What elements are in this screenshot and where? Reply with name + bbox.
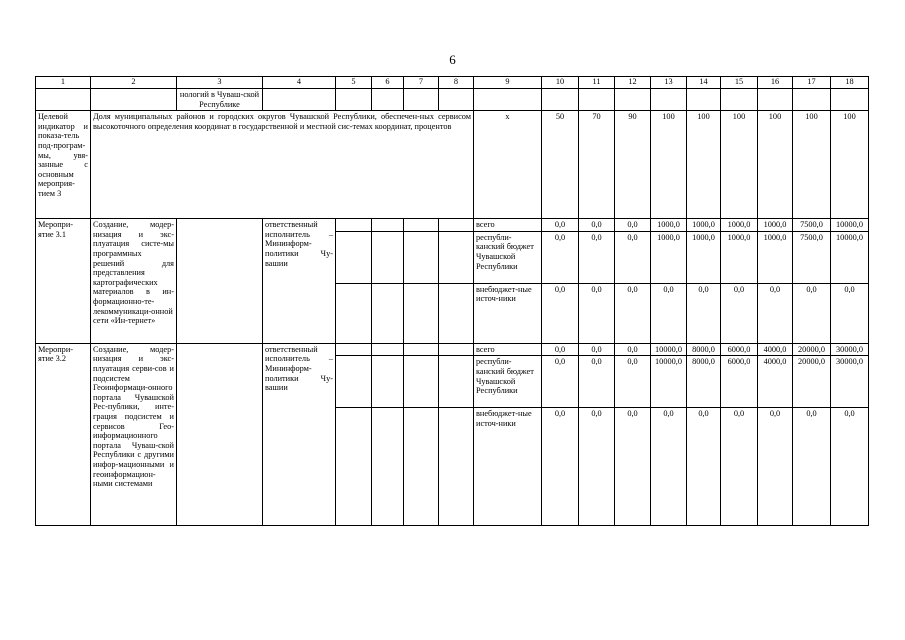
- column-number: 5: [336, 77, 372, 89]
- column-number: 17: [793, 77, 831, 89]
- funding-value: 1000,0: [651, 219, 687, 232]
- funding-value: 20000,0: [793, 356, 831, 408]
- indicator-value: 100: [721, 111, 758, 219]
- funding-value: 0,0: [542, 343, 579, 356]
- funding-value: 8000,0: [687, 356, 721, 408]
- funding-value: 10000,0: [651, 343, 687, 356]
- indicator-text: Доля муниципальных районов и городских округов Чувашской Республики, обеспечен-ных сервисом высокоточного определения координат в государственной и местной сис-темах координат, процентов: [91, 111, 474, 219]
- funding-value: 0,0: [651, 408, 687, 526]
- funding-value: 0,0: [793, 408, 831, 526]
- funding-value: 0,0: [579, 231, 615, 283]
- funding-value: 30000,0: [831, 343, 869, 356]
- column-number: 14: [687, 77, 721, 89]
- funding-value: 0,0: [831, 283, 869, 343]
- column-number: 18: [831, 77, 869, 89]
- indicator-row: [36, 111, 869, 219]
- funding-value: 10000,0: [651, 356, 687, 408]
- indicator-label: Целевой индикатор и показа-тель под-програм-мы, увя-занные с основным мероприя-тием 3: [36, 111, 91, 219]
- column-number: 10: [542, 77, 579, 89]
- column-number: 11: [579, 77, 615, 89]
- measure-row: [36, 219, 869, 232]
- measure-row: [36, 343, 869, 356]
- funding-value: 0,0: [793, 283, 831, 343]
- funding-value: 1000,0: [687, 231, 721, 283]
- funding-value: 0,0: [721, 283, 758, 343]
- funding-value: 8000,0: [687, 343, 721, 356]
- measure-label: Меропри-ятие 3.2: [36, 343, 91, 526]
- column-number: 6: [372, 77, 404, 89]
- funding-value: 0,0: [615, 356, 651, 408]
- funding-value: 1000,0: [758, 231, 793, 283]
- column-number: 9: [474, 77, 542, 89]
- column-number: 16: [758, 77, 793, 89]
- funding-value: 1000,0: [687, 219, 721, 232]
- column-number-row: [36, 77, 869, 89]
- funding-value: 0,0: [615, 283, 651, 343]
- funding-value: 0,0: [758, 283, 793, 343]
- indicator-value: 70: [579, 111, 615, 219]
- funding-value: 1000,0: [651, 231, 687, 283]
- funding-value: 0,0: [542, 356, 579, 408]
- funding-source: всего: [474, 343, 542, 356]
- indicator-value: 50: [542, 111, 579, 219]
- funding-value: 0,0: [687, 283, 721, 343]
- funding-value: 4000,0: [758, 343, 793, 356]
- funding-value: 10000,0: [831, 219, 869, 232]
- funding-value: 0,0: [542, 408, 579, 526]
- funding-value: 0,0: [542, 231, 579, 283]
- funding-source: внебюджет-ные источ-ники: [474, 408, 542, 526]
- program-table: [35, 76, 869, 526]
- indicator-value: 100: [687, 111, 721, 219]
- funding-value: 6000,0: [721, 343, 758, 356]
- funding-value: 0,0: [615, 408, 651, 526]
- measure-label: Меропри-ятие 3.1: [36, 219, 91, 344]
- funding-value: 0,0: [687, 408, 721, 526]
- indicator-value: 100: [831, 111, 869, 219]
- funding-value: 0,0: [831, 408, 869, 526]
- column-number: 8: [439, 77, 474, 89]
- funding-value: 0,0: [615, 343, 651, 356]
- measure-name: Создание, модер-низация и экс-плуатация систе-мы программных решений для представления картографических материалов в ин-формационно-те-лекоммуникаци-онной сети «Ин-тернет»: [91, 219, 177, 344]
- funding-value: 10000,0: [831, 231, 869, 283]
- funding-value: 0,0: [579, 219, 615, 232]
- continuation-row: [36, 89, 869, 111]
- funding-source: республи-канский бюджет Чувашской Республики: [474, 356, 542, 408]
- funding-value: 0,0: [579, 283, 615, 343]
- funding-value: 30000,0: [831, 356, 869, 408]
- funding-value: 6000,0: [721, 356, 758, 408]
- funding-value: 0,0: [579, 343, 615, 356]
- funding-value: 0,0: [721, 408, 758, 526]
- funding-value: 0,0: [615, 231, 651, 283]
- column-number: 13: [651, 77, 687, 89]
- funding-source: республи-канский бюджет Чувашской Республики: [474, 231, 542, 283]
- column-number: 12: [615, 77, 651, 89]
- funding-value: 20000,0: [793, 343, 831, 356]
- funding-value: 0,0: [542, 219, 579, 232]
- measure-executor: ответственный исполнитель – Мининформ-политики Чу-вашии: [263, 219, 336, 344]
- indicator-value: 100: [651, 111, 687, 219]
- funding-value: 7500,0: [793, 219, 831, 232]
- funding-value: 0,0: [758, 408, 793, 526]
- column-number: 1: [36, 77, 91, 89]
- funding-source: внебюджет-ные источ-ники: [474, 283, 542, 343]
- column-number: 3: [177, 77, 263, 89]
- funding-value: 1000,0: [721, 231, 758, 283]
- indicator-value: 100: [793, 111, 831, 219]
- funding-value: 0,0: [651, 283, 687, 343]
- funding-value: 0,0: [615, 219, 651, 232]
- funding-value: 1000,0: [721, 219, 758, 232]
- measure-executor: ответственный исполнитель – Мининформ-политики Чу-вашии: [263, 343, 336, 526]
- funding-source: всего: [474, 219, 542, 232]
- column-number: 4: [263, 77, 336, 89]
- page-number: 6: [449, 52, 456, 67]
- indicator-value: 100: [758, 111, 793, 219]
- column-number: 2: [91, 77, 177, 89]
- funding-value: 4000,0: [758, 356, 793, 408]
- funding-value: 0,0: [579, 408, 615, 526]
- funding-value: 7500,0: [793, 231, 831, 283]
- funding-value: 1000,0: [758, 219, 793, 232]
- continuation-text: нологий в Чуваш-ской Республике: [177, 89, 263, 111]
- measure-name: Создание, модер-низация и экс-плуатация серви-сов и подсистем Геоинформаци-онного портала Чувашской Рес-публики, инте-грация подсистем и сервисов Гео-информационного портала Чуваш-ской Республики с другими инфор-мационными и геоинформацион-ными системами: [91, 343, 177, 526]
- indicator-col9: х: [474, 111, 542, 219]
- column-number: 7: [404, 77, 439, 89]
- funding-value: 0,0: [542, 283, 579, 343]
- funding-value: 0,0: [579, 356, 615, 408]
- indicator-value: 90: [615, 111, 651, 219]
- column-number: 15: [721, 77, 758, 89]
